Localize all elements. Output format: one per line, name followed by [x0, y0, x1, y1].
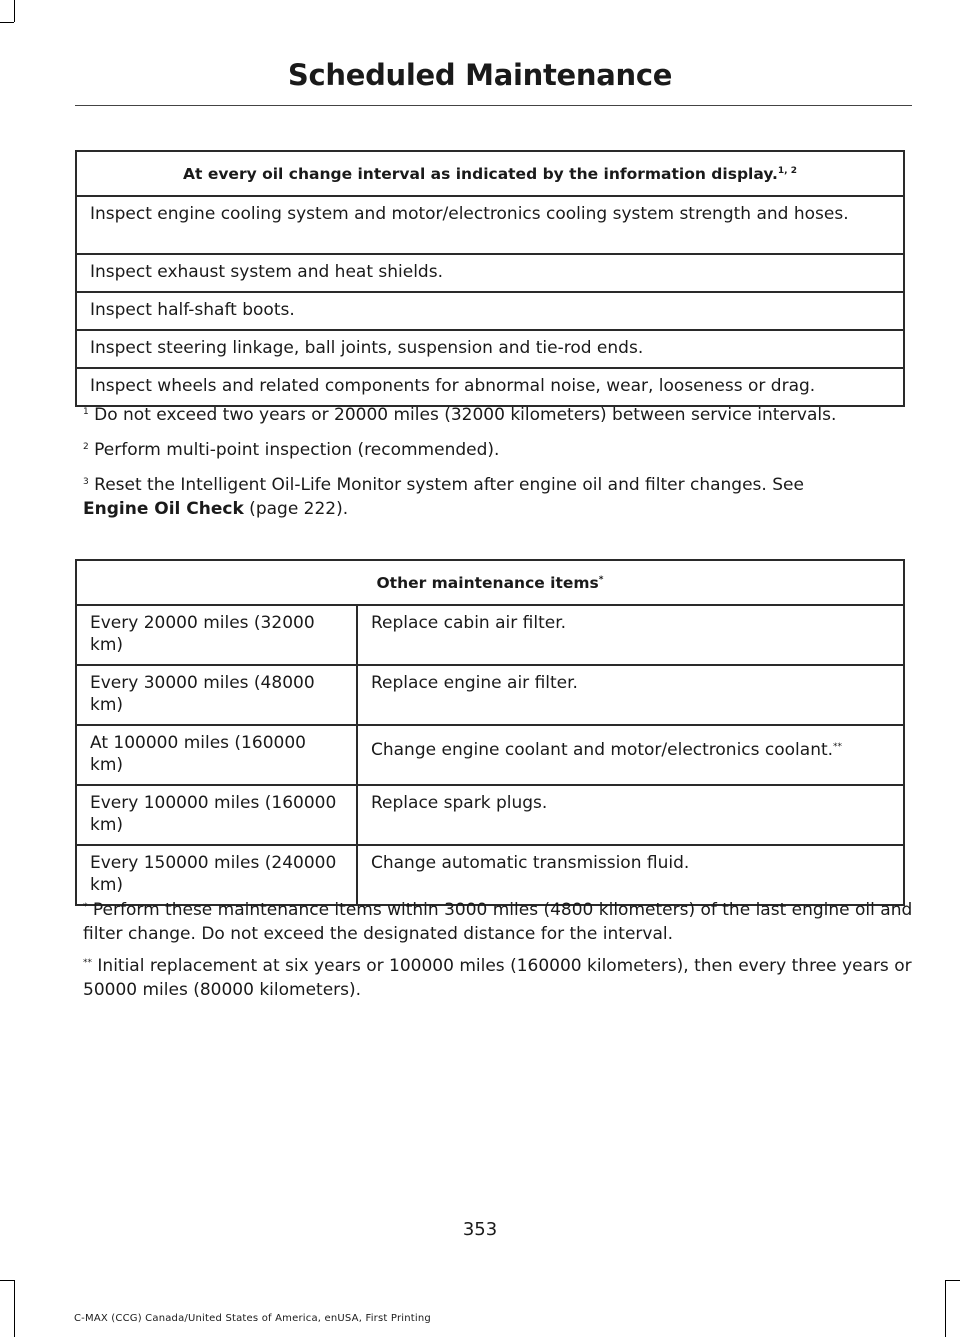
edition-footer: C-MAX (CCG) Canada/United States of America, enUSA, First Printing: [74, 1313, 431, 1324]
page-title: Scheduled Maintenance: [287, 58, 673, 92]
crop-mark: [0, 1280, 14, 1281]
table-row: [76, 665, 904, 725]
footnote: $^1$ Do not exceed two years or 20000 miles (32000 kilometers) between service intervals.: [83, 405, 837, 425]
engine-oil-check-link[interactable]: Engine Oil Check: [83, 499, 244, 519]
table-row: [76, 605, 904, 665]
crop-mark: [14, 1280, 15, 1337]
interval-cell: Every 30000 miles (48000 km): [76, 665, 357, 725]
page-number: 353: [462, 1219, 498, 1240]
action-cell: Replace engine air filter.: [357, 665, 904, 725]
crop-mark: [945, 1280, 960, 1281]
crop-mark: [14, 0, 15, 22]
other-maintenance-heading: Other maintenance items*: [76, 560, 904, 605]
table-row: Inspect steering linkage, ball joints, suspension and tie-rod ends.: [76, 330, 904, 368]
crop-mark: [945, 1280, 946, 1337]
interval-cell: Every 20000 miles (32000 km): [76, 605, 357, 665]
interval-cell: Every 100000 miles (160000 km): [76, 785, 357, 845]
action-cell: Change engine coolant and motor/electronics coolant.**: [357, 725, 904, 785]
other-maintenance-table: [75, 559, 905, 906]
table-row: Inspect half-shaft boots.: [76, 292, 904, 330]
table-row: Inspect engine cooling system and motor/electronics cooling system strength and hoses.: [76, 196, 904, 254]
table-row: Inspect exhaust system and heat shields.: [76, 254, 904, 292]
table-row: [76, 725, 904, 785]
title-divider: [75, 105, 912, 106]
crop-mark: [0, 22, 14, 23]
table-row: [76, 845, 904, 905]
oil-change-table: [75, 150, 905, 407]
action-cell: Change automatic transmission fluid.: [357, 845, 904, 905]
interval-cell: Every 150000 miles (240000 km): [76, 845, 357, 905]
table-row: [76, 785, 904, 845]
action-cell: Replace cabin air filter.: [357, 605, 904, 665]
oil-change-table-heading: At every oil change interval as indicated by the information display.$^{1, 2}$: [76, 151, 904, 196]
table-row: Inspect wheels and related components for abnormal noise, wear, looseness or drag.: [76, 368, 904, 406]
footnote: ** Initial replacement at six years or 100000 miles (160000 kilometers), then every three years or 50000 miles (80000 kilometers).: [83, 956, 912, 1000]
footnote: * Perform these maintenance items within 3000 miles (4800 kilometers) of the last engine oil and filter change. Do not exceed the designated distance for the interval.: [83, 900, 913, 944]
footnote: $^2$ Perform multi-point inspection (recommended).: [83, 440, 500, 460]
footnote: $^3$ Reset the Intelligent Oil-Life Monitor system after engine oil and filter changes. See Engine Oil Check (page 222).: [83, 475, 804, 519]
action-cell: Replace spark plugs.: [357, 785, 904, 845]
interval-cell: At 100000 miles (160000 km): [76, 725, 357, 785]
